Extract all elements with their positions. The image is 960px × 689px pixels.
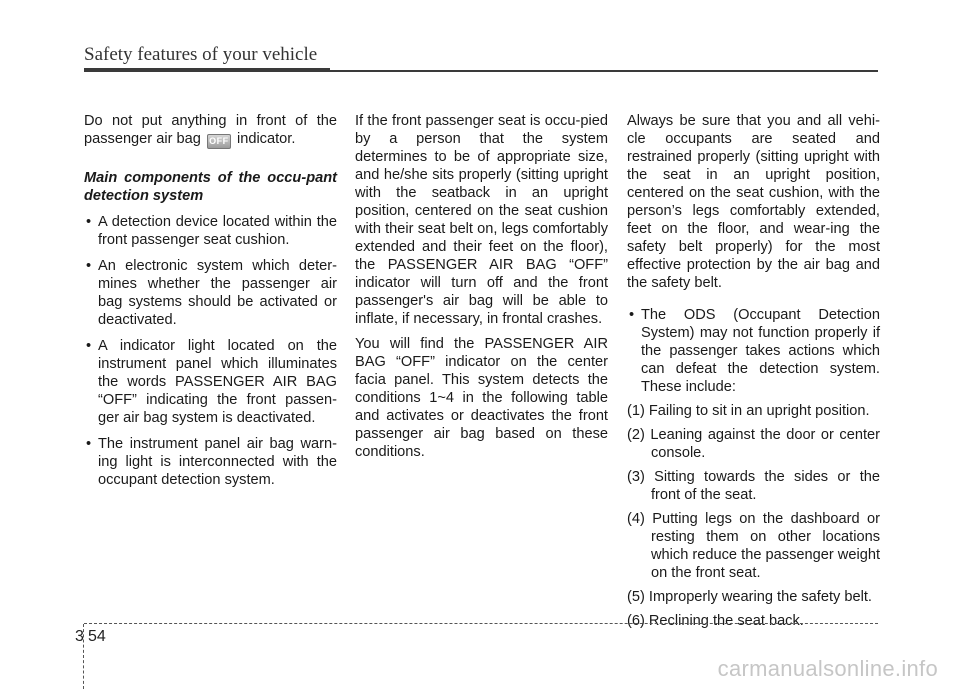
passenger-airbag-off-indicator-icon: OFF <box>207 134 231 149</box>
column-3 <box>627 112 880 630</box>
header-rule-thin <box>330 70 878 72</box>
condition-item: (4) Putting legs on the dashboard or resting them on other locations which reduce the passenger weight on the front seat. <box>627 511 880 581</box>
intro-paragraph <box>84 112 337 149</box>
intro-text-after: indicator. <box>236 131 296 147</box>
list-item: • The ODS (Occupant Detection System) may not function properly if the passenger takes actions which can defeat the detection system. These include: <box>627 306 880 396</box>
condition-item: (5) Improperly wearing the safety belt. <box>627 589 872 605</box>
page-number: 54 <box>88 628 106 645</box>
footer-rule <box>84 623 878 625</box>
list-item: • The instrument panel air bag warn-ing light is interconnected with the occupant detection system. <box>84 435 337 489</box>
condition-item: (6) Reclining the seat back. <box>627 613 804 629</box>
page-header-title: Safety features of your vehicle <box>84 44 318 65</box>
components-list <box>84 213 337 489</box>
intro-text-before: Do not put anything in front of the passenger air bag <box>84 113 337 147</box>
section-subheading: Main components of the occu-pant detection system <box>84 170 337 204</box>
condition-item: (2) Leaning against the door or center console. <box>627 427 880 461</box>
list-item: • A indicator light located on the instrument panel which illuminates the words PASSENGER AIR BAG “OFF” indicating the front passen-ger air bag system is deactivated. <box>84 337 337 427</box>
header-rule-thick <box>84 68 330 72</box>
condition-item: (3) Sitting towards the sides or the front of the seat. <box>627 469 880 503</box>
list-item: • A detection device located within the front passenger seat cushion. <box>84 213 337 249</box>
ods-warning-list <box>627 306 880 396</box>
column-2 <box>355 112 608 461</box>
condition-item: (1) Failing to sit in an upright position. <box>627 403 870 419</box>
column-1 <box>84 112 337 489</box>
chapter-number: 3 <box>75 628 84 645</box>
paragraph: Always be sure that you and all vehi-cle occupants are seated and restrained properly (sitting upright with the seat in an upright position, centered on the seat cushion, with the person’s legs comfortably extended, feet on the floor, and wear-ing the safety belt properly) for the most effective protection by the air bag and the safety belt. <box>627 113 880 291</box>
list-item: • An electronic system which deter-mines whether the passenger air bag systems should be activated or deactivated. <box>84 257 337 329</box>
paragraph: You will find the PASSENGER AIR BAG “OFF” indicator on the center facia panel. This system detects the conditions 1~4 in the following table and activates or deactivates the front passenger air bag based on these conditions. <box>355 336 608 460</box>
paragraph: If the front passenger seat is occu-pied by a person that the system determines to be of appropriate size, and he/she sits properly (sitting upright with the seatback in an upright position, centered on the seat cushion with their seat belt on, legs comfortably extended and their feet on the floor), the PASSENGER AIR BAG “OFF” indicator will turn off and the front passenger's air bag will be able to inflate, if necessary, in frontal crashes. <box>355 113 608 327</box>
conditions-list <box>627 402 880 630</box>
watermark: carmanualsonline.info <box>717 656 938 681</box>
